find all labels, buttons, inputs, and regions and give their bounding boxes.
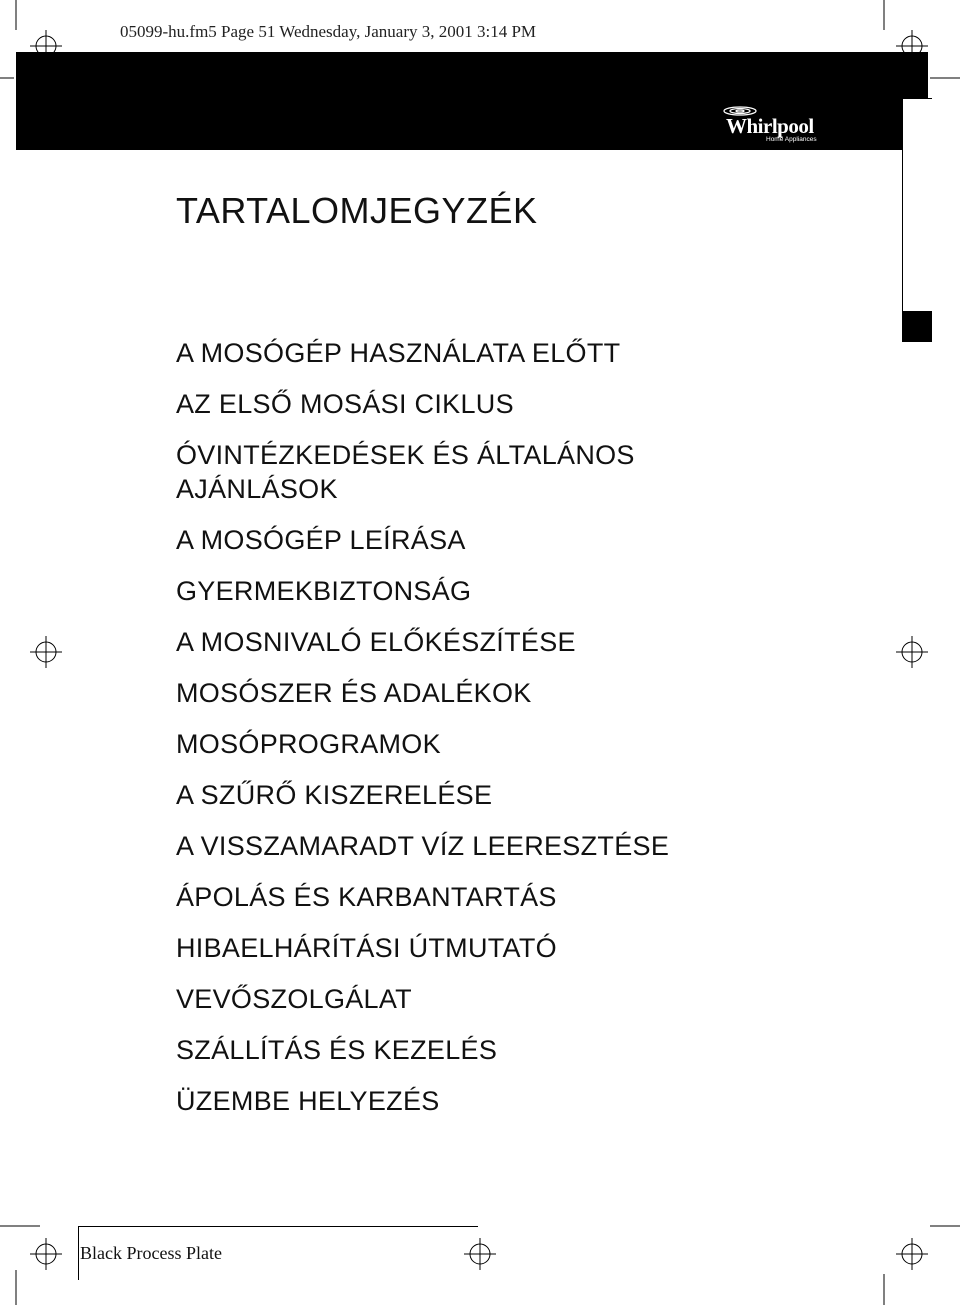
side-tab-marker bbox=[902, 312, 932, 342]
brand-tagline: Home Appliances bbox=[766, 136, 817, 143]
toc-item: HIBAELHÁRÍTÁSI ÚTMUTATÓ bbox=[176, 933, 557, 963]
toc-item: MOSÓPROGRAMOK bbox=[176, 729, 441, 759]
toc-item: A MOSÓGÉP LEÍRÁSA bbox=[176, 525, 466, 555]
toc-list bbox=[176, 336, 876, 1135]
plate-label: Black Process Plate bbox=[80, 1243, 222, 1263]
toc-item: A SZŰRŐ KISZERELÉSE bbox=[176, 780, 493, 810]
toc-item: AZ ELSŐ MOSÁSI CIKLUS bbox=[176, 389, 514, 419]
toc-item: ÜZEMBE HELYEZÉS bbox=[176, 1086, 440, 1116]
toc-item: VEVŐSZOLGÁLAT bbox=[176, 984, 412, 1014]
toc-item: A MOSNIVALÓ ELŐKÉSZÍTÉSE bbox=[176, 627, 576, 657]
brand-name: Whirlpool bbox=[726, 114, 814, 138]
toc-item: A VISSZAMARADT VÍZ LEERESZTÉSE bbox=[176, 831, 670, 861]
toc-item: ÓVINTÉZKEDÉSEK ÉS ÁLTALÁNOS AJÁNLÁSOK bbox=[176, 440, 635, 504]
toc-item: MOSÓSZER ÉS ADALÉKOK bbox=[176, 678, 532, 708]
page-title: TARTALOMJEGYZÉK bbox=[176, 190, 538, 231]
whirlpool-logo bbox=[716, 104, 828, 148]
print-slug: 05099-hu.fm5 Page 51 Wednesday, January 3, 2001 3:14 PM bbox=[120, 22, 537, 41]
toc-item: ÁPOLÁS ÉS KARBANTARTÁS bbox=[176, 882, 557, 912]
toc-item: GYERMEKBIZTONSÁG bbox=[176, 576, 472, 606]
toc-item: SZÁLLÍTÁS ÉS KEZELÉS bbox=[176, 1035, 498, 1065]
toc-item: A MOSÓGÉP HASZNÁLATA ELŐTT bbox=[176, 338, 621, 368]
side-tab bbox=[902, 98, 932, 312]
